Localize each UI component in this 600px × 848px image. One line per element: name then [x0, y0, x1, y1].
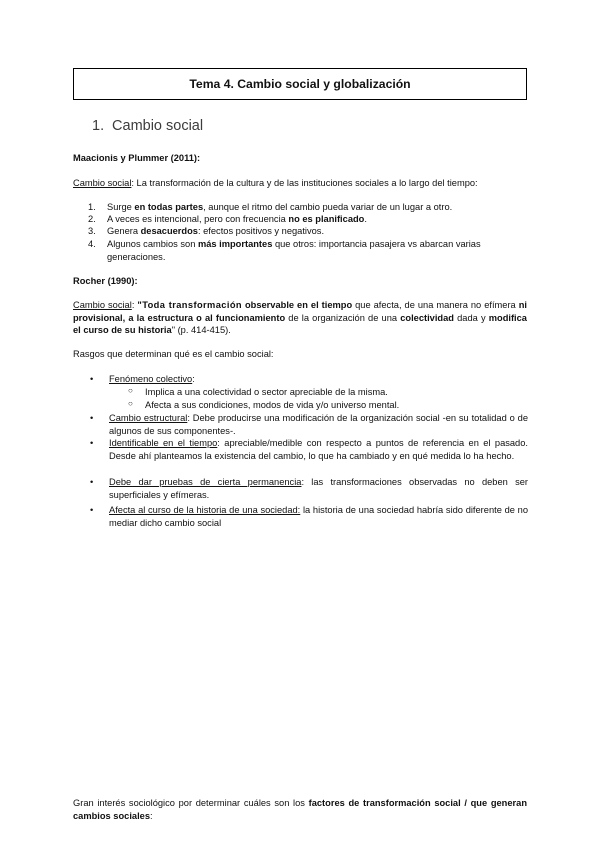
- rasgos-intro: Rasgos que determinan qué es el cambio social:: [73, 349, 274, 359]
- bullet-text: : apreciable/medible con respecto a puntos de referencia en el pasado. Desde ahí planteamos la existencia del cambio, lo que ha cambiado y en qué medida lo ha hecho.: [109, 438, 528, 461]
- circle-bullet-icon: ○: [128, 386, 133, 395]
- list-item-number: 2.: [88, 214, 96, 224]
- bullet-text: la historia de una sociedad habría sido diferente de no mediar dicho cambio social: [109, 505, 528, 528]
- bullet-term: Cambio estructural: [109, 413, 188, 423]
- section-title: Cambio social: [112, 118, 204, 134]
- quote-bold: observable en el tiempo: [241, 300, 353, 310]
- list-item-bold: más importantes: [197, 239, 273, 249]
- bullet-term: Afecta al curso de la historia de una sociedad:: [109, 505, 301, 515]
- page-title: Tema 4. Cambio social y globalización: [189, 76, 411, 91]
- definition-text: : La transformación de la cultura y de las instituciones sociales a lo largo del tiempo:: [131, 178, 478, 188]
- definition-macionis: [73, 177, 527, 190]
- bullet-icon: •: [90, 413, 94, 423]
- sub-bullet-text: Afecta a sus condiciones, modos de vida y/o universo mental.: [145, 400, 400, 410]
- bullet-term: Identificable en el tiempo: [109, 438, 218, 448]
- list-item-number: 4.: [88, 239, 96, 249]
- bullet-term: Fenómeno colectivo: [109, 374, 193, 384]
- bullet-term: Debe dar pruebas de cierta permanencia: [109, 477, 302, 487]
- bullet-icon: •: [90, 477, 94, 487]
- list-item-text: Algunos cambios son: [107, 239, 198, 249]
- definition-rocher: [73, 299, 527, 337]
- list-item-bold: en todas partes: [134, 202, 204, 212]
- section-heading: [92, 120, 203, 133]
- bullet-icon: •: [90, 505, 94, 515]
- quote-bold: colectividad: [400, 312, 454, 323]
- list-item-number: 3.: [88, 226, 96, 236]
- bullet-text: : Debe producirse una modificación de la organización social -en su totalidad o de algunos de sus componentes-.: [109, 413, 528, 436]
- definition-text: de la organización de una: [285, 312, 401, 323]
- quote-bold: modifica el curso de su historia: [73, 312, 527, 336]
- definition-text: que afecta, de una manera no efímera: [352, 300, 519, 310]
- quote-bold: "Toda transformación: [137, 300, 242, 310]
- list-item-text: que otros: importancia pasajera vs abarcan varias generaciones.: [107, 239, 481, 262]
- bullet-text: : las transformaciones observadas no deben ser superficiales y efímeras.: [109, 477, 528, 500]
- footer-text: Gran interés sociológico por determinar cuáles son los: [73, 798, 309, 808]
- bullet-icon: •: [90, 438, 94, 448]
- footer-paragraph: [73, 797, 527, 822]
- footer-text: :: [150, 810, 153, 821]
- list-item-bold: no es planificado: [288, 214, 365, 224]
- definition-text: :: [131, 300, 138, 310]
- list-item-text: : efectos positivos y negativos.: [197, 226, 325, 236]
- circle-bullet-icon: ○: [128, 399, 133, 408]
- list-item-text: Genera: [107, 226, 141, 236]
- definition-term: Cambio social: [73, 178, 132, 188]
- definition-text: dada y: [453, 312, 489, 323]
- list-item-text: .: [364, 214, 367, 224]
- list-item-text: Surge: [107, 202, 135, 212]
- quote-bold: ni provisional, a la estructura o al funcionamiento: [73, 300, 527, 323]
- definition-text: " (p. 414-415).: [171, 325, 231, 336]
- list-item-text: A veces es intencional, pero con frecuencia: [107, 214, 289, 224]
- footer-bold: factores de transformación social / que generan cambios sociales: [73, 798, 527, 821]
- sub-bullet-text: Implica a una colectividad o sector apreciable de la misma.: [145, 387, 388, 397]
- bullet-text: :: [192, 374, 195, 384]
- author-rocher: Rocher (1990):: [73, 276, 138, 286]
- list-item-bold: desacuerdos: [140, 226, 198, 236]
- bullet-icon: •: [90, 374, 94, 384]
- definition-term: Cambio social: [73, 300, 132, 310]
- section-number: 1.: [92, 118, 105, 134]
- list-item-number: 1.: [88, 202, 96, 212]
- page-title-box: [73, 68, 527, 100]
- author-macionis: Maacionis y Plummer (2011):: [73, 153, 201, 163]
- list-item-text: , aunque el ritmo del cambio pueda variar de un lugar a otro.: [203, 202, 453, 212]
